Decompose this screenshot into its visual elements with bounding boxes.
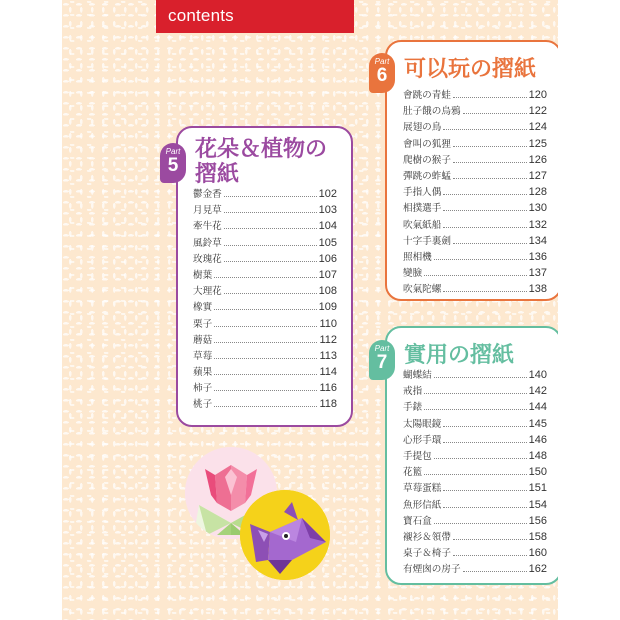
toc-item-page: 154: [528, 498, 547, 511]
toc-item-page: 106: [318, 252, 337, 265]
toc-dot-leader: [424, 474, 526, 475]
toc-item-page: 142: [528, 385, 547, 398]
toc-item: [403, 152, 547, 168]
toc-item-title: 桃子: [193, 399, 213, 411]
toc-item-title: 玫瑰花: [193, 253, 222, 265]
toc-item-page: 112: [319, 333, 337, 346]
toc-item: [403, 87, 547, 103]
toc-item-page: 104: [318, 220, 337, 233]
toc-item-page: 162: [528, 563, 547, 576]
toc-item-title: 栗子: [193, 318, 213, 330]
toc-item-page: 130: [528, 202, 547, 215]
toc-item: [193, 332, 337, 348]
toc-item: [403, 545, 547, 561]
toc-item: [403, 265, 547, 281]
toc-item-title: 十字手裏劍: [403, 235, 451, 247]
toc-item: [403, 497, 547, 513]
toc-item: [193, 396, 337, 412]
contents-page: [62, 0, 558, 620]
toc-item: [403, 432, 547, 448]
toc-item: [403, 513, 547, 529]
toc-item-title: 襯衫＆領帶: [403, 531, 451, 543]
toc-item-page: 113: [319, 349, 337, 362]
toc-item: [403, 529, 547, 545]
toc-item: [193, 186, 337, 202]
toc-item-title: 花籃: [403, 467, 423, 479]
toc-item: [193, 218, 337, 234]
toc-dot-leader: [443, 507, 526, 508]
part-number: 5: [167, 155, 179, 176]
toc-list-part-7: [403, 367, 547, 577]
toc-item: [403, 281, 547, 297]
toc-item: [403, 217, 547, 233]
toc-item: [403, 480, 547, 496]
toc-item-page: 148: [528, 449, 547, 462]
toc-dot-leader: [224, 293, 317, 294]
toc-dot-leader: [453, 243, 527, 244]
toc-item: [403, 119, 547, 135]
toc-item-title: 戒指: [403, 386, 423, 398]
toc-item-title: 吹氣陀螺: [403, 284, 442, 296]
toc-item: [193, 299, 337, 315]
toc-item-page: 128: [528, 186, 547, 199]
toc-dot-leader: [463, 113, 527, 114]
toc-dot-leader: [224, 245, 317, 246]
part-5-badge: [160, 143, 186, 183]
toc-dot-leader: [443, 442, 526, 443]
toc-item-title: 鬱金香: [193, 189, 222, 200]
toc-item: [193, 251, 337, 267]
part-label: Part: [165, 147, 181, 156]
toc-item-title: 吹氣紙船: [403, 219, 442, 231]
toc-item-page: 150: [528, 466, 547, 479]
toc-item-title: 蝴蝶結: [403, 370, 432, 381]
toc-item-title: 手錶: [403, 402, 423, 414]
toc-item: [193, 267, 337, 283]
toc-item-page: 105: [318, 236, 337, 249]
toc-item-page: 114: [319, 366, 337, 379]
toc-list-part-5: [193, 186, 337, 413]
toc-item: [403, 399, 547, 415]
toc-item-title: 風鈴草: [193, 237, 222, 249]
toc-item: [193, 202, 337, 218]
part-label: Part: [374, 344, 390, 353]
toc-item-page: 132: [528, 218, 547, 231]
toc-dot-leader: [453, 146, 527, 147]
part-number: 7: [376, 352, 388, 373]
toc-item: [193, 348, 337, 364]
toc-item-title: 牽牛花: [193, 221, 222, 233]
toc-item-page: 103: [318, 204, 337, 217]
toc-dot-leader: [443, 291, 526, 292]
toc-dot-leader: [214, 358, 317, 359]
toc-item-title: 展翅の鳥: [403, 122, 442, 134]
toc-dot-leader: [214, 406, 317, 407]
toc-dot-leader: [443, 490, 526, 491]
toc-item: [403, 168, 547, 184]
toc-dot-leader: [214, 309, 316, 310]
toc-item-title: 魚形信紙: [403, 499, 442, 511]
toc-item: [403, 249, 547, 265]
toc-dot-leader: [214, 374, 317, 375]
toc-item-title: 月見草: [193, 205, 222, 217]
toc-item: [403, 184, 547, 200]
toc-item: [403, 200, 547, 216]
toc-item: [193, 364, 337, 380]
toc-item-title: 會跳の青蛙: [403, 90, 451, 101]
toc-item-title: 相撲選手: [403, 203, 442, 215]
section-title-part-6: 可以玩の摺紙: [404, 57, 537, 82]
toc-dot-leader: [224, 196, 317, 197]
toc-item-page: 124: [528, 121, 547, 134]
section-title-part-5: 花朵＆植物の摺紙: [195, 137, 328, 187]
toc-item-title: 蘋果: [193, 367, 213, 379]
toc-item-title: 桌子＆椅子: [403, 548, 451, 560]
toc-item-title: 柿子: [193, 383, 213, 395]
toc-dot-leader: [443, 194, 526, 195]
toc-dot-leader: [424, 275, 526, 276]
toc-item-title: 彈跳の蚱蜢: [403, 170, 451, 182]
contents-header: [156, 0, 354, 33]
toc-item-page: 102: [318, 188, 337, 200]
toc-item-page: 145: [528, 417, 547, 430]
toc-item: [403, 416, 547, 432]
toc-dot-leader: [443, 210, 526, 211]
toc-dot-leader: [224, 212, 317, 213]
origami-fish-photo: [240, 490, 330, 580]
toc-dot-leader: [424, 409, 526, 410]
toc-dot-leader: [443, 129, 526, 130]
toc-item-title: 爬樹の猴子: [403, 154, 451, 166]
toc-item-title: 橡實: [193, 302, 213, 314]
toc-item-page: 118: [319, 398, 337, 411]
toc-item-title: 寶石盒: [403, 515, 432, 527]
toc-dot-leader: [443, 227, 526, 228]
toc-dot-leader: [424, 393, 526, 394]
part-number: 6: [376, 65, 388, 86]
toc-dot-leader: [224, 261, 317, 262]
toc-item-title: 手提包: [403, 450, 432, 462]
toc-dot-leader: [434, 377, 527, 378]
toc-item-title: 照相機: [403, 251, 432, 263]
toc-dot-leader: [453, 539, 527, 540]
toc-dot-leader: [453, 162, 527, 163]
toc-item-page: 127: [528, 169, 547, 182]
toc-item-page: 156: [528, 514, 547, 527]
toc-item: [193, 380, 337, 396]
toc-item-title: 太陽眼鏡: [403, 418, 442, 430]
part-label: Part: [374, 57, 390, 66]
toc-item-page: 110: [319, 317, 337, 330]
toc-item: [403, 367, 547, 383]
toc-item-page: 122: [528, 105, 547, 118]
toc-dot-leader: [214, 390, 317, 391]
toc-item-title: 蘑菇: [193, 334, 213, 346]
toc-item: [403, 103, 547, 119]
toc-item-title: 會叫の狐狸: [403, 138, 451, 150]
toc-item-title: 變臉: [403, 268, 423, 280]
toc-dot-leader: [214, 342, 317, 343]
toc-dot-leader: [443, 426, 526, 427]
toc-item-title: 心形手環: [403, 434, 442, 446]
part-6-badge: [369, 53, 395, 93]
toc-dot-leader: [453, 555, 527, 556]
toc-item-page: 134: [528, 234, 547, 247]
toc-item: [403, 448, 547, 464]
fish-origami-icon: [240, 490, 330, 580]
toc-item-page: 144: [528, 401, 547, 414]
toc-dot-leader: [434, 458, 527, 459]
contents-title: contents: [168, 6, 234, 25]
toc-item: [403, 561, 547, 577]
toc-item-page: 109: [318, 301, 337, 314]
toc-item-title: 大理花: [193, 286, 222, 298]
toc-dot-leader: [453, 97, 527, 98]
toc-item-page: 108: [318, 285, 337, 298]
toc-item-page: 107: [318, 268, 337, 281]
toc-item-title: 有煙囪の房子: [403, 564, 461, 576]
toc-item-title: 草莓: [193, 350, 213, 362]
toc-item-page: 116: [319, 382, 337, 395]
toc-dot-leader: [463, 571, 527, 572]
toc-item: [193, 235, 337, 251]
toc-item: [193, 283, 337, 299]
toc-item-title: 樹葉: [193, 269, 213, 281]
toc-item-page: 158: [528, 530, 547, 543]
toc-dot-leader: [214, 326, 317, 327]
toc-dot-leader: [224, 228, 317, 229]
toc-dot-leader: [434, 523, 527, 524]
toc-item: [403, 233, 547, 249]
toc-item-title: 肚子餓の烏鴉: [403, 106, 461, 118]
toc-dot-leader: [434, 259, 527, 260]
toc-item: [403, 464, 547, 480]
toc-item-page: 120: [528, 89, 547, 101]
toc-item-page: 151: [528, 482, 547, 495]
toc-item-page: 137: [528, 267, 547, 280]
toc-item-page: 138: [528, 283, 547, 296]
toc-dot-leader: [453, 178, 527, 179]
section-title-part-7: 實用の摺紙: [404, 343, 515, 368]
toc-item: [403, 136, 547, 152]
toc-item: [403, 383, 547, 399]
toc-item-page: 126: [528, 153, 547, 166]
toc-item: [193, 316, 337, 332]
toc-item-page: 136: [528, 250, 547, 263]
toc-list-part-6: [403, 87, 547, 297]
toc-dot-leader: [214, 277, 316, 278]
toc-item-page: 125: [528, 137, 547, 150]
toc-item-title: 手指人偶: [403, 187, 442, 199]
part-7-badge: [369, 340, 395, 380]
toc-item-title: 草莓蛋糕: [403, 483, 442, 495]
toc-item-page: 146: [528, 433, 547, 446]
toc-item-page: 140: [528, 369, 547, 381]
toc-item-page: 160: [528, 547, 547, 560]
